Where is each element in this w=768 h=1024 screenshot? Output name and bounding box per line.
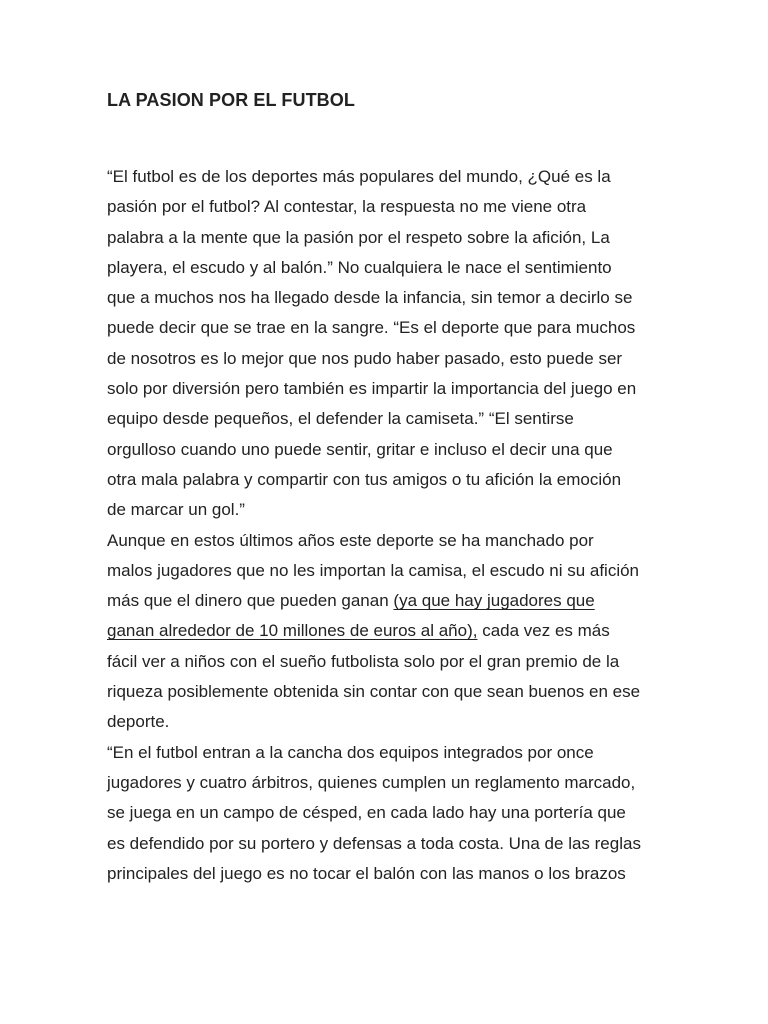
text-line: equipo desde pequeños, el defender la camiseta.” “El sentirse <box>107 409 574 429</box>
text-line: otra mala palabra y compartir con tus amigos o tu afición la emoción <box>107 469 622 489</box>
text-line: de nosotros es lo mejor que nos pudo haber pasado, esto puede ser <box>107 348 623 368</box>
text-line: deporte. <box>107 712 170 732</box>
text-line-with-underline <box>107 616 667 646</box>
text-line: se juega en un campo de césped, en cada lado hay una portería que <box>107 803 626 823</box>
text-line: es defendido por su portero y defensas a toda costa. Una de las reglas <box>107 833 641 853</box>
text-line: principales del juego es no tocar el balón con las manos o los brazos <box>107 863 626 883</box>
text-line: malos jugadores que no les importan la camisa, el escudo ni su afición <box>107 560 640 580</box>
text-line: pasión por el futbol? Al contestar, la respuesta no me viene otra <box>107 197 587 217</box>
text-line: playera, el escudo y al balón.” No cualquiera le nace el sentimiento <box>107 257 612 277</box>
underlined-text: (ya que hay jugadores que <box>393 591 595 611</box>
text-line: orgulloso cuando uno puede sentir, gritar e incluso el decir una que <box>107 439 613 459</box>
document-title: LA PASION POR EL FUTBOL <box>107 90 355 110</box>
text-line: “En el futbol entran a la cancha dos equipos integrados por once <box>107 742 594 762</box>
text-line: fácil ver a niños con el sueño futbolista solo por el gran premio de la <box>107 651 620 671</box>
text-line: jugadores y cuatro árbitros, quienes cumplen un reglamento marcado, <box>107 772 636 792</box>
text-line: “El futbol es de los deportes más populares del mundo, ¿Qué es la <box>107 167 611 186</box>
text-line: palabra a la mente que la pasión por el respeto sobre la afición, La <box>107 227 610 247</box>
text-line: solo por diversión pero también es impartir la importancia del juego en <box>107 379 637 399</box>
text-line: de marcar un gol.” <box>107 500 245 520</box>
text-line-with-underline <box>107 586 667 616</box>
text-line: riqueza posiblemente obtenida sin contar con que sean buenos en ese <box>107 682 641 702</box>
text-segment: cada vez es más <box>477 621 610 641</box>
text-segment: más que el dinero que pueden ganan <box>107 591 394 611</box>
text-line: puede decir que se trae en la sangre. “Es el deporte que para muchos <box>107 318 636 338</box>
underlined-text: ganan alrededor de 10 millones de euros al año), <box>107 621 478 641</box>
text-line: que a muchos nos ha llegado desde la infancia, sin temor a decirlo se <box>107 288 633 308</box>
document-body <box>107 162 667 889</box>
text-line: Aunque en estos últimos años este deporte se ha manchado por <box>107 530 594 550</box>
